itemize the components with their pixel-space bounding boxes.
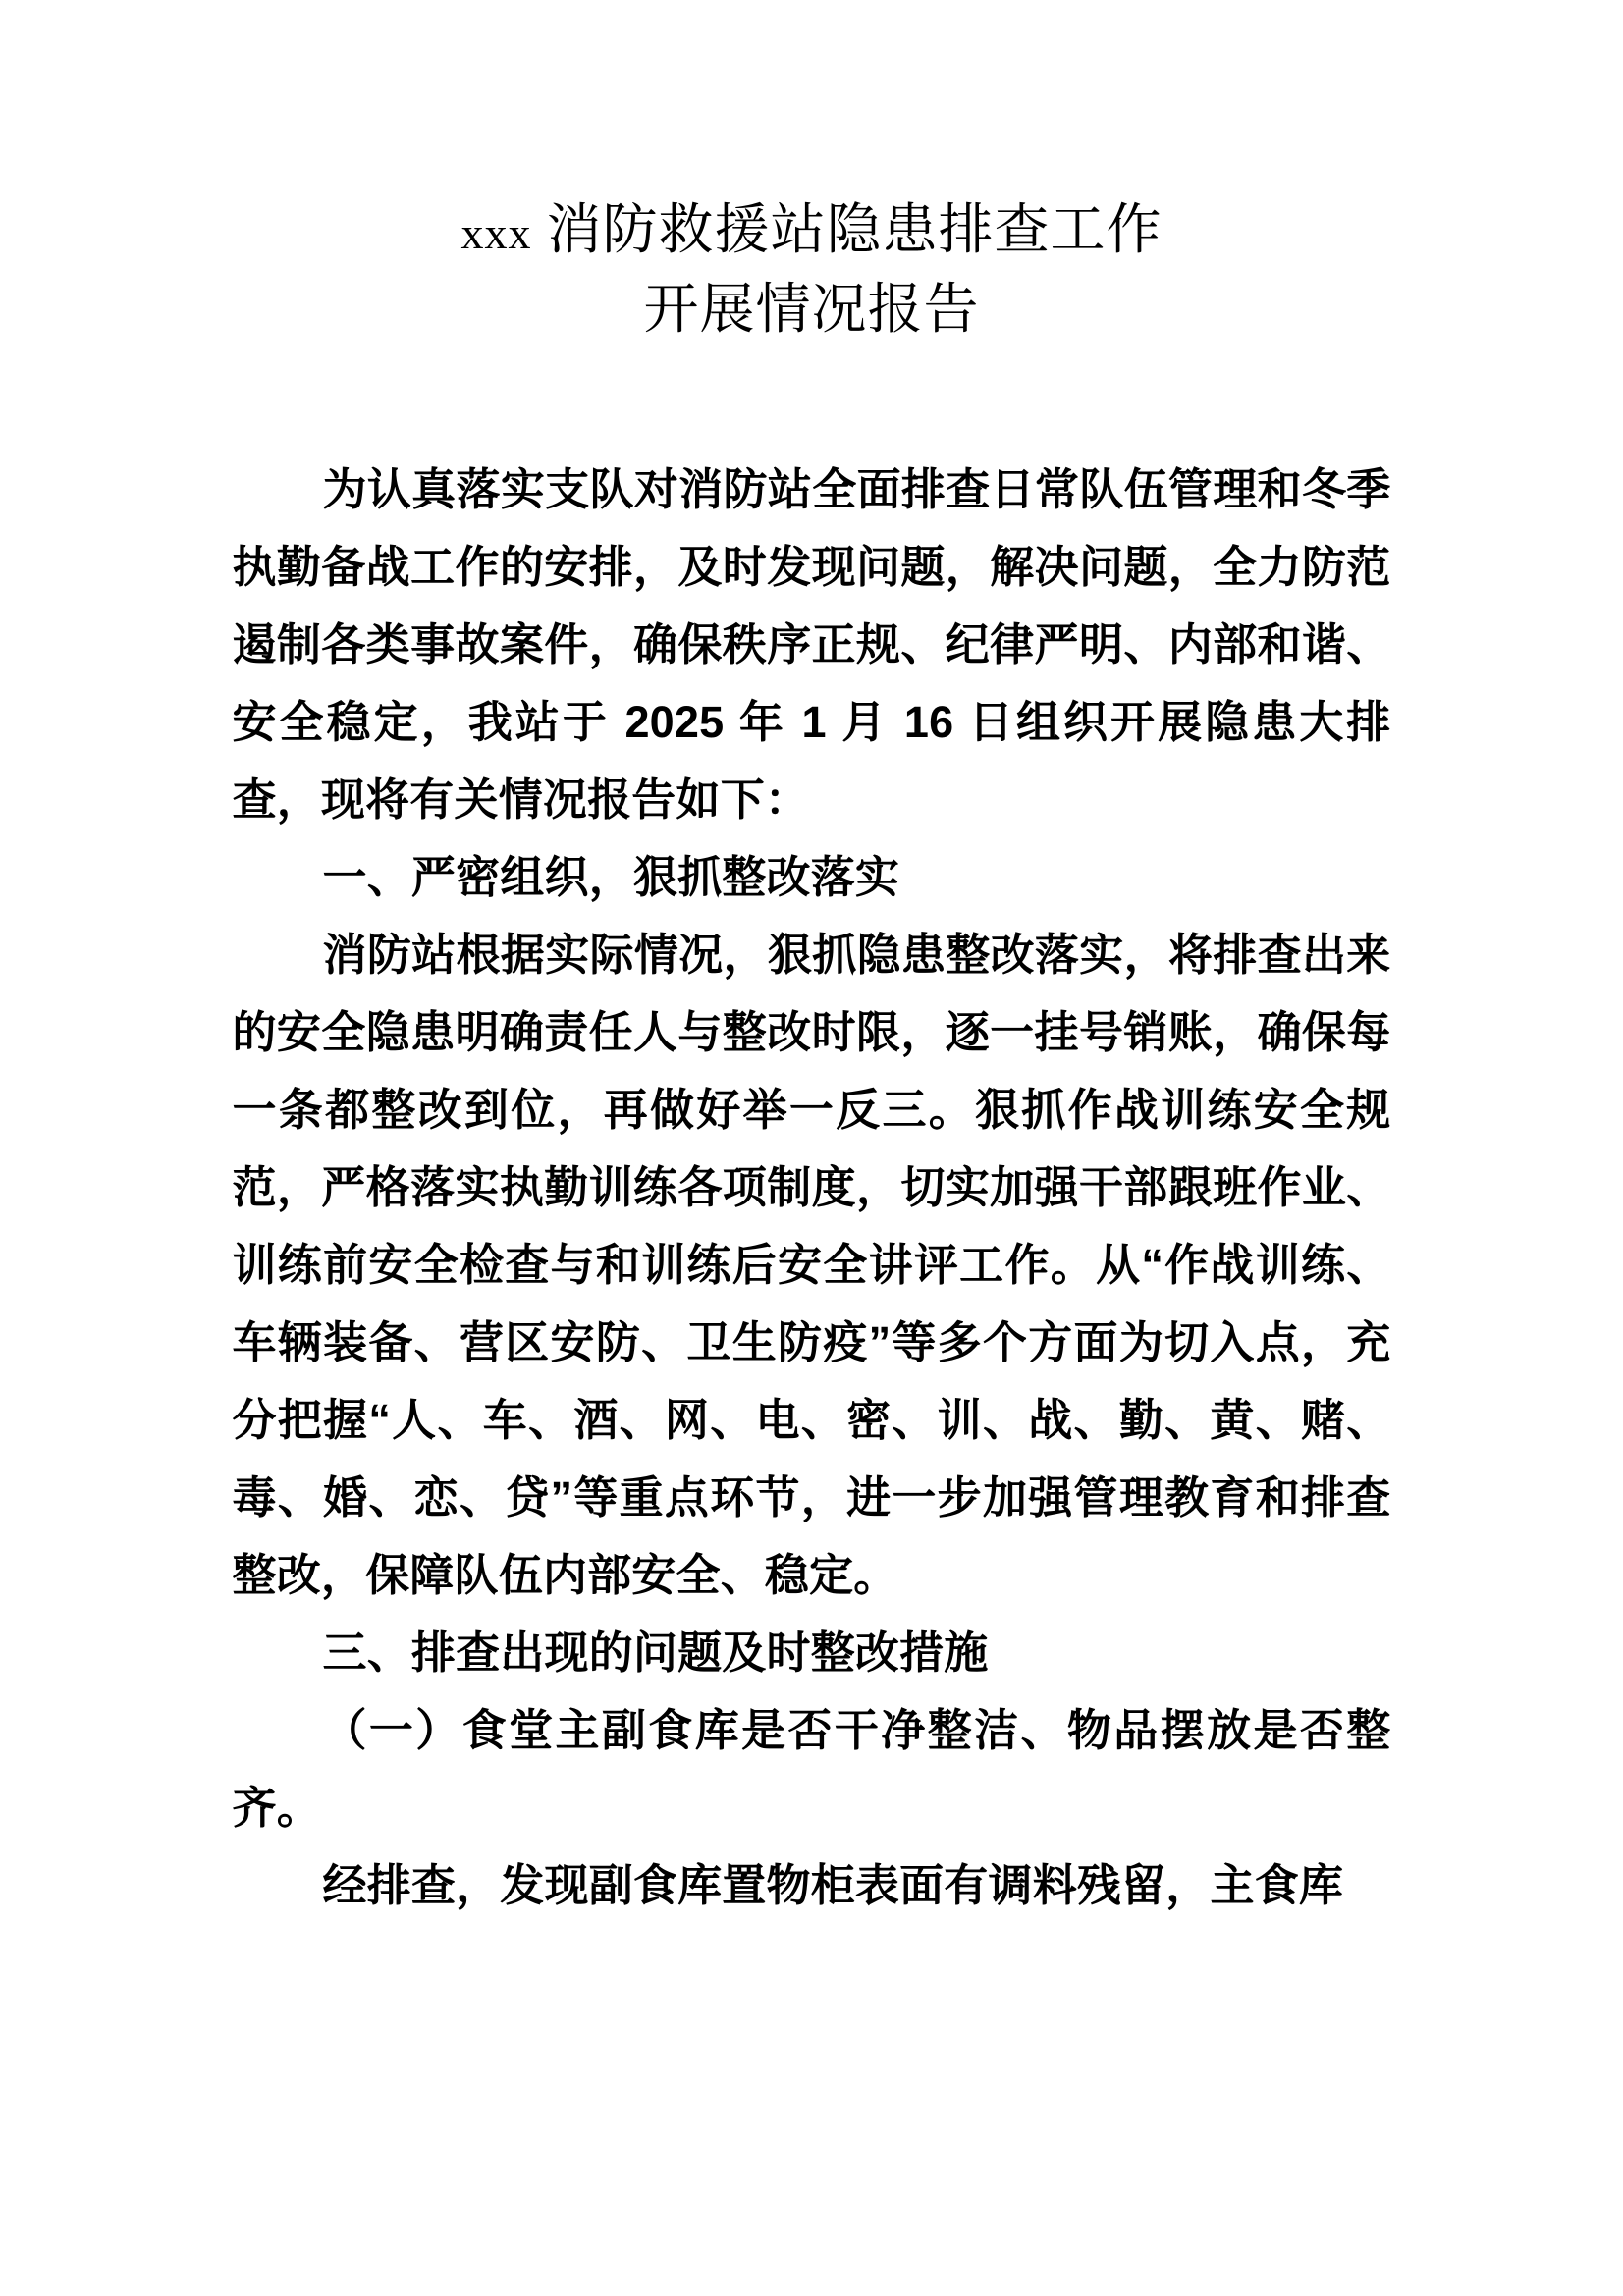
document-body: [233, 348, 1391, 1924]
paragraph-intro: 为认真落实支队对消防站全面排查日常队伍管理和冬季执勤备战工作的安排，及时发现问题，解决问题，全力防范遏制各类事故案件，确保秩序正规、纪律严明、内部和谐、安全稳定，我站于 2025 年 1 月 16 日组织开展隐患大排查，现将有关情况报告如下：: [232, 464, 1391, 825]
title-placeholder-prefix: xxx: [460, 208, 532, 258]
title-line-1: [0, 192, 1623, 272]
paragraph-item-one: （一）食堂主副食库是否干净整洁、物品摆放是否整齐。: [232, 1705, 1391, 1833]
title-line-1-text: 消防救援站隐患排查工作: [531, 200, 1163, 261]
heading-section-three: 三、排查出现的问题及时整改措施: [322, 1628, 989, 1678]
heading-section-one: 一、严密组织，狠抓整改落实: [322, 852, 900, 902]
page-title: [0, 0, 1623, 348]
paragraph-section-one-body: 消防站根据实际情况，狠抓隐患整改落实，将排查出来的安全隐患明确责任人与整改时限，逐一挂号销账，确保每一条都整改到位，再做好举一反三。狠抓作战训练安全规范，严格落实执勤训练各项制度，切实加强干部跟班作业、训练前安全检查与和训练后安全讲评工作。从“作战训练、车辆装备、营区安防、卫生防疫”等多个方面为切入点，充分把握“人、车、酒、网、电、密、训、战、勤、黄、赌、毒、婚、恋、贷”等重点环节，进一步加强管理教育和排查整改，保障队伍内部安全、稳定。: [232, 930, 1391, 1600]
paragraph-item-one-body: 经排查，发现副食库置物柜表面有调料残留，主食库: [322, 1860, 1344, 1910]
title-line-2: 开展情况报告: [643, 280, 980, 341]
